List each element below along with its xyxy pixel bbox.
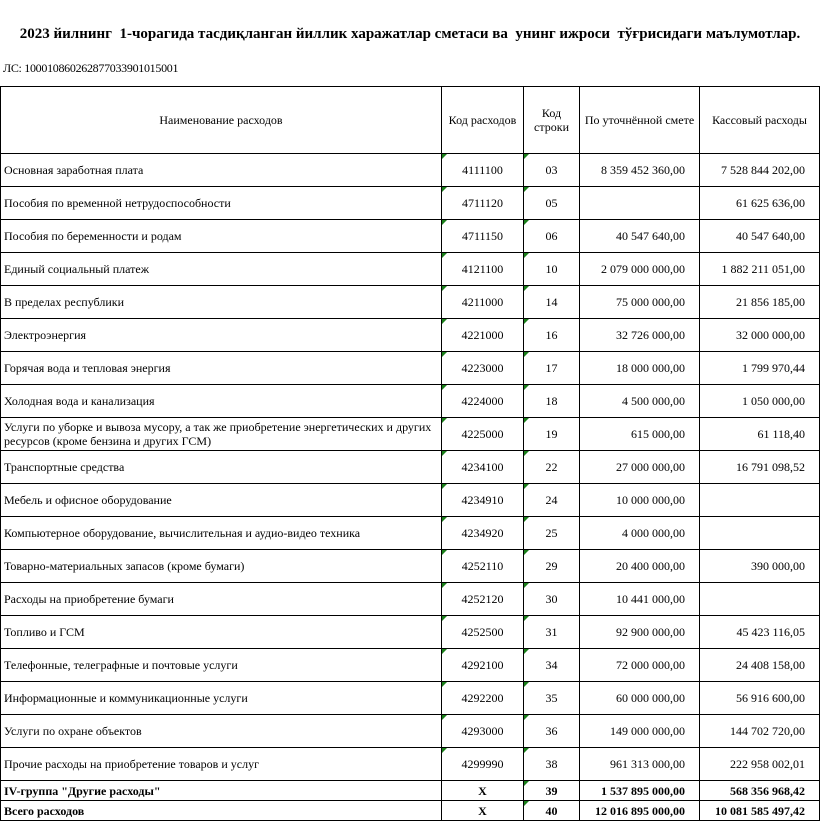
- expense-name: Горячая вода и тепловая энергия: [1, 352, 442, 385]
- cash-amount: 45 423 116,05: [700, 616, 820, 649]
- header-name: Наименование расходов: [1, 87, 442, 154]
- total-plan-amount: 1 537 895 000,00: [580, 781, 700, 801]
- cash-amount: 61 118,40: [700, 418, 820, 451]
- cash-amount: 16 791 098,52: [700, 451, 820, 484]
- expense-code: 4252500: [442, 616, 524, 649]
- header-plan: По уточнённой смете: [580, 87, 700, 154]
- total-name: IV-группа "Другие расходы": [1, 781, 442, 801]
- expense-name: В пределах республики: [1, 286, 442, 319]
- expense-name: Мебель и офисное оборудование: [1, 484, 442, 517]
- plan-amount: 72 000 000,00: [580, 649, 700, 682]
- header-code: Код расходов: [442, 87, 524, 154]
- plan-amount: [580, 187, 700, 220]
- plan-amount: 32 726 000,00: [580, 319, 700, 352]
- expense-name: Пособия по беременности и родам: [1, 220, 442, 253]
- expense-code: 4224000: [442, 385, 524, 418]
- cash-amount: 56 916 600,00: [700, 682, 820, 715]
- header-cash: Кассовый расходы: [700, 87, 820, 154]
- total-cash-amount: 10 081 585 497,42: [700, 801, 820, 821]
- line-code: 22: [524, 451, 580, 484]
- line-code: 29: [524, 550, 580, 583]
- plan-amount: 10 000 000,00: [580, 484, 700, 517]
- expense-code: 4211000: [442, 286, 524, 319]
- plan-amount: 27 000 000,00: [580, 451, 700, 484]
- cash-amount: 61 625 636,00: [700, 187, 820, 220]
- total-row: [1, 801, 820, 821]
- plan-amount: 8 359 452 360,00: [580, 154, 700, 187]
- line-code: 19: [524, 418, 580, 451]
- table-row: [1, 220, 820, 253]
- line-code: 10: [524, 253, 580, 286]
- line-code: 25: [524, 517, 580, 550]
- line-code: 36: [524, 715, 580, 748]
- table-row: [1, 484, 820, 517]
- total-code: X: [442, 781, 524, 801]
- cash-amount: 390 000,00: [700, 550, 820, 583]
- line-code: 30: [524, 583, 580, 616]
- expense-code: 4299990: [442, 748, 524, 781]
- cash-amount: 21 856 185,00: [700, 286, 820, 319]
- line-code: 35: [524, 682, 580, 715]
- expense-name: Расходы на приобретение бумаги: [1, 583, 442, 616]
- plan-amount: 92 900 000,00: [580, 616, 700, 649]
- expense-name: Компьютерное оборудование, вычислительная и аудио-видео техника: [1, 517, 442, 550]
- cash-amount: [700, 484, 820, 517]
- expense-code: 4111100: [442, 154, 524, 187]
- total-cash-amount: 568 356 968,42: [700, 781, 820, 801]
- line-code: 18: [524, 385, 580, 418]
- plan-amount: 18 000 000,00: [580, 352, 700, 385]
- plan-amount: 20 400 000,00: [580, 550, 700, 583]
- cash-amount: 1 882 211 051,00: [700, 253, 820, 286]
- expense-name: Холодная вода и канализация: [1, 385, 442, 418]
- total-name: Всего расходов: [1, 801, 442, 821]
- line-code: 06: [524, 220, 580, 253]
- cash-amount: [700, 517, 820, 550]
- plan-amount: 10 441 000,00: [580, 583, 700, 616]
- expense-code: 4711150: [442, 220, 524, 253]
- expense-code: 4234100: [442, 451, 524, 484]
- table-row: [1, 319, 820, 352]
- expense-name: Единый социальный платеж: [1, 253, 442, 286]
- total-plan-amount: 12 016 895 000,00: [580, 801, 700, 821]
- expense-code: 4223000: [442, 352, 524, 385]
- total-row: [1, 781, 820, 801]
- line-code: 31: [524, 616, 580, 649]
- total-line-code: 39: [524, 781, 580, 801]
- cash-amount: 144 702 720,00: [700, 715, 820, 748]
- cash-amount: 24 408 158,00: [700, 649, 820, 682]
- expense-code: 4221000: [442, 319, 524, 352]
- table-row: [1, 715, 820, 748]
- table-row: [1, 748, 820, 781]
- expense-name: Прочие расходы на приобретение товаров и услуг: [1, 748, 442, 781]
- expense-code: 4225000: [442, 418, 524, 451]
- table-row: [1, 154, 820, 187]
- cash-amount: [700, 583, 820, 616]
- table-row: [1, 682, 820, 715]
- line-code: 16: [524, 319, 580, 352]
- expense-name: Информационные и коммуникационные услуги: [1, 682, 442, 715]
- table-row: [1, 385, 820, 418]
- expense-code: 4234910: [442, 484, 524, 517]
- plan-amount: 961 313 000,00: [580, 748, 700, 781]
- line-code: 17: [524, 352, 580, 385]
- plan-amount: 149 000 000,00: [580, 715, 700, 748]
- expense-name: Услуги по уборке и вывоза мусору, а так же приобретение энергетических и других ресурсов (кроме бензина и других ГСМ): [1, 418, 442, 451]
- table-row: [1, 517, 820, 550]
- table-row: [1, 418, 820, 451]
- expense-name: Товарно-материальных запасов (кроме бумаги): [1, 550, 442, 583]
- plan-amount: 75 000 000,00: [580, 286, 700, 319]
- expense-name: Телефонные, телеграфные и почтовые услуги: [1, 649, 442, 682]
- line-code: 24: [524, 484, 580, 517]
- expense-name: Основная заработная плата: [1, 154, 442, 187]
- line-code: 05: [524, 187, 580, 220]
- expense-code: 4292100: [442, 649, 524, 682]
- expense-code: 4293000: [442, 715, 524, 748]
- expense-name: Электроэнергия: [1, 319, 442, 352]
- account-number: ЛС: 100010860262877033901015001: [3, 61, 179, 75]
- table-row: [1, 352, 820, 385]
- expense-name: Топливо и ГСМ: [1, 616, 442, 649]
- cash-amount: 32 000 000,00: [700, 319, 820, 352]
- cash-amount: 7 528 844 202,00: [700, 154, 820, 187]
- expense-table: [0, 86, 820, 821]
- expense-name: Услуги по охране объектов: [1, 715, 442, 748]
- document-title: 2023 йилнинг 1-чорагида тасдиқланган йиллик харажатлар сметаси ва унинг ижроси тўғрисидаги маълумотлар.: [19, 26, 801, 42]
- expense-code: 4711120: [442, 187, 524, 220]
- line-code: 34: [524, 649, 580, 682]
- plan-amount: 615 000,00: [580, 418, 700, 451]
- plan-amount: 2 079 000 000,00: [580, 253, 700, 286]
- cash-amount: 222 958 002,01: [700, 748, 820, 781]
- plan-amount: 60 000 000,00: [580, 682, 700, 715]
- header-line: Код строки: [524, 87, 580, 154]
- total-line-code: 40: [524, 801, 580, 821]
- table-row: [1, 253, 820, 286]
- expense-code: 4252120: [442, 583, 524, 616]
- expense-name: Транспортные средства: [1, 451, 442, 484]
- table-row: [1, 583, 820, 616]
- table-row: [1, 616, 820, 649]
- table-header-row: [1, 87, 820, 154]
- expense-code: 4292200: [442, 682, 524, 715]
- table-row: [1, 649, 820, 682]
- line-code: 14: [524, 286, 580, 319]
- expense-code: 4252110: [442, 550, 524, 583]
- cash-amount: 1 050 000,00: [700, 385, 820, 418]
- cash-amount: 40 547 640,00: [700, 220, 820, 253]
- total-code: X: [442, 801, 524, 821]
- plan-amount: 4 500 000,00: [580, 385, 700, 418]
- table-row: [1, 286, 820, 319]
- expense-code: 4234920: [442, 517, 524, 550]
- expense-code: 4121100: [442, 253, 524, 286]
- table-row: [1, 187, 820, 220]
- table-row: [1, 550, 820, 583]
- plan-amount: 4 000 000,00: [580, 517, 700, 550]
- cash-amount: 1 799 970,44: [700, 352, 820, 385]
- table-row: [1, 451, 820, 484]
- line-code: 38: [524, 748, 580, 781]
- expense-name: Пособия по временной нетрудоспособности: [1, 187, 442, 220]
- plan-amount: 40 547 640,00: [580, 220, 700, 253]
- line-code: 03: [524, 154, 580, 187]
